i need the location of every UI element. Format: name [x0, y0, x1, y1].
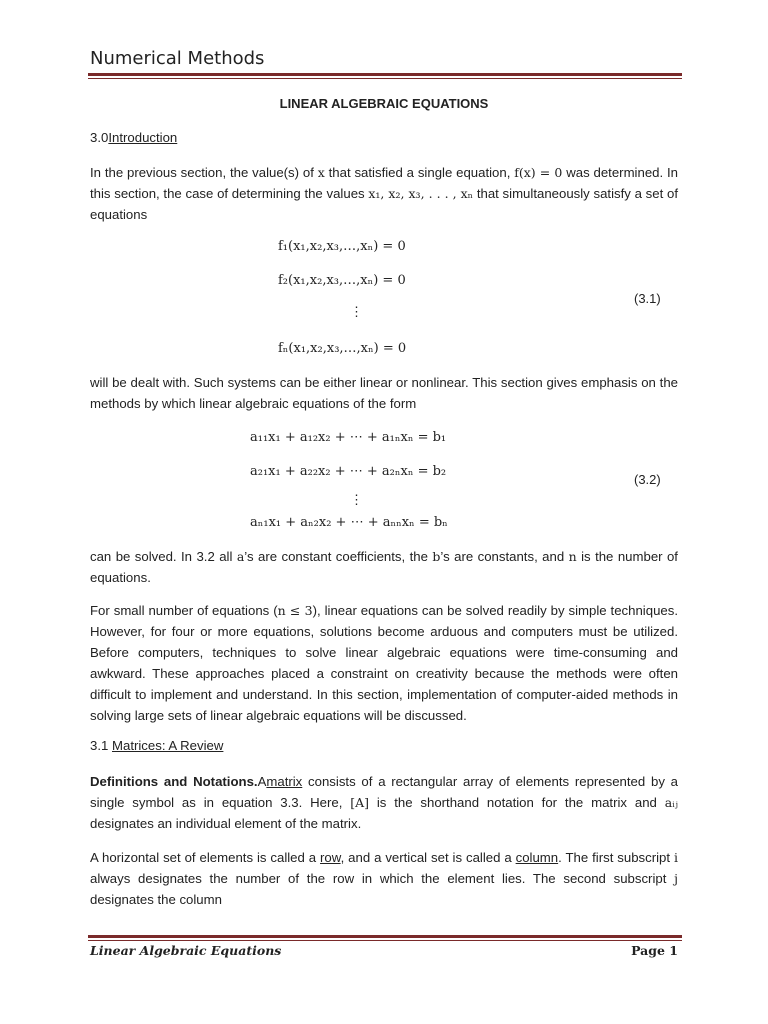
text-run: For small number of equations ( — [90, 603, 278, 618]
section-title: Matrices: A Review — [112, 738, 224, 753]
vertical-ellipsis: ⋮ — [350, 493, 363, 508]
term-matrix: matrix — [266, 774, 303, 789]
equation-number-3-2: (3.2) — [634, 472, 661, 487]
math-b: b — [432, 549, 441, 564]
text-run: was determined. In this section, the case of determining the values — [90, 165, 678, 201]
paragraph-coefficients — [90, 546, 678, 588]
equation-3-1-line3: fₙ(x₁,x₂,x₃,…,xₙ) = 0 — [278, 341, 407, 356]
paragraph-small-systems — [90, 600, 678, 726]
text-run: In the previous section, the value(s) of — [90, 165, 318, 180]
paragraph-definitions — [90, 771, 678, 834]
text-run: . The first subscript — [558, 850, 674, 865]
math-fx: f(x) = 0 — [514, 165, 563, 180]
text-run: designates the column — [90, 892, 222, 907]
equation-3-2-line2: a₂₁x₁ + a₂₂x₂ + ⋯ + a₂ₙxₙ = b₂ — [250, 464, 447, 479]
document-title: LINEAR ALGEBRAIC EQUATIONS — [279, 96, 489, 111]
term-column: column — [515, 850, 559, 865]
text-run: designates an individual element of the matrix. — [90, 816, 362, 831]
text-run: always designates the number of the row in which the element lies. The second subscript — [90, 871, 675, 886]
equation-number-3-1: (3.1) — [634, 291, 661, 306]
running-header: Numerical Methods — [90, 48, 265, 69]
text-run: ), linear equations can be solved readily by simple techniques. However, for four or more equations, solutions become arduous and computers must be utilized. Before computers, techniques to solve linear algebraic equations were time-consuming and awkward. These approaches placed a constraint on creativity because the methods were often difficult to implement and understand. In this section, implementation of computer-aided methods in solving large sets of linear algebraic equations will be discussed. — [90, 603, 678, 723]
text-run: can be solved. In 3.2 all — [90, 549, 237, 564]
text-run: ’s are constants, and — [440, 549, 569, 564]
paragraph-systems: will be dealt with. Such systems can be either linear or nonlinear. This section gives emphasis on the methods by which linear algebraic equations of the form — [90, 375, 678, 411]
equation-3-2-line3: aₙ₁x₁ + aₙ₂x₂ + ⋯ + aₙₙxₙ = bₙ — [250, 515, 448, 530]
paragraph-intro — [90, 162, 678, 225]
term-row: row — [320, 850, 341, 865]
section-heading-3-0 — [90, 130, 177, 145]
math-j: j — [674, 871, 678, 886]
footer-rule-thin — [88, 940, 682, 941]
math-n: n — [568, 549, 577, 564]
header-rule — [88, 73, 682, 76]
footer-chapter-title: Linear Algebraic Equations — [90, 943, 282, 958]
section-number: 3.0 — [90, 130, 109, 145]
section-title: Introduction — [108, 130, 178, 145]
section-number: 3.1 — [90, 738, 112, 753]
text-run: is the number of equations. — [90, 549, 678, 585]
math-x: x — [317, 165, 325, 180]
math-aij: aᵢⱼ — [664, 795, 678, 810]
footer-rule — [88, 935, 682, 938]
definitions-heading: Definitions and Notations. — [90, 774, 258, 789]
header-rule-thin — [88, 78, 682, 79]
text-run: that satisfied a single equation, — [324, 165, 515, 180]
math-xs: x₁, x₂, x₃, . . . , xₙ — [368, 186, 474, 201]
math-a: a — [236, 549, 245, 564]
text-run: , and a vertical set is called a — [340, 850, 516, 865]
text-run: is the shorthand notation for the matrix and — [369, 795, 665, 810]
text-run: A — [257, 774, 267, 789]
vertical-ellipsis: ⋮ — [350, 305, 363, 320]
text-run: ’s are constant coefficients, the — [244, 549, 433, 564]
page-number: Page 1 — [631, 943, 678, 958]
math-A: [A] — [350, 795, 369, 810]
math-condition: n ≤ 3 — [277, 603, 313, 618]
equation-3-1-line1: f₁(x₁,x₂,x₃,…,xₙ) = 0 — [278, 239, 406, 254]
text-run: consists of a rectangular array of elements represented by a single symbol as in equation 3.3. Here, — [90, 774, 678, 810]
paragraph-row-column — [90, 847, 678, 910]
equation-3-2-line1: a₁₁x₁ + a₁₂x₂ + ⋯ + a₁ₙxₙ = b₁ — [250, 430, 447, 445]
equation-3-1-line2: f₂(x₁,x₂,x₃,…,xₙ) = 0 — [278, 273, 406, 288]
text-run: A horizontal set of elements is called a — [90, 850, 321, 865]
math-i: i — [673, 850, 678, 865]
section-heading-3-1 — [90, 738, 223, 753]
text-run: that simultaneously satisfy a set of equations — [90, 186, 678, 222]
